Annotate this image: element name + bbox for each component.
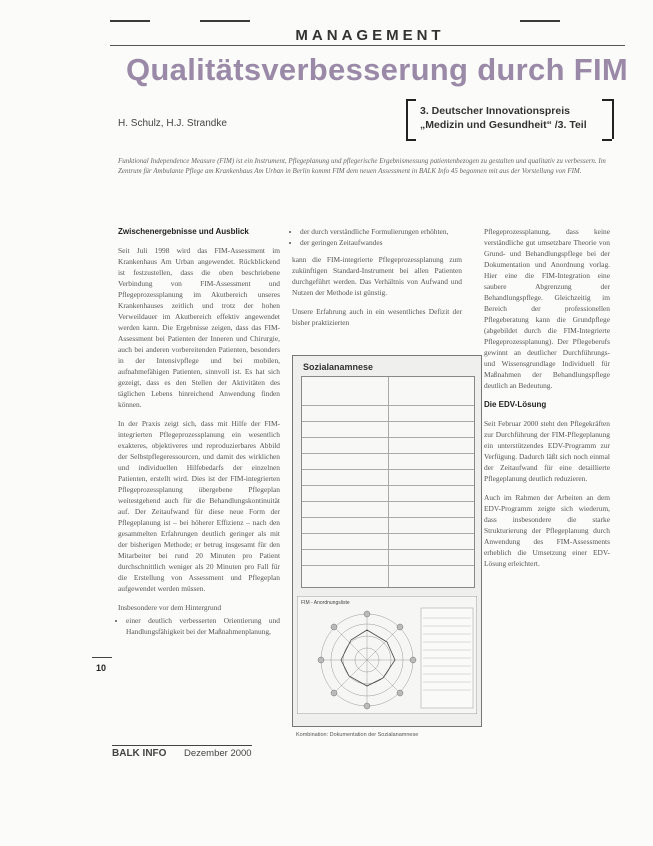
form-row: [302, 453, 474, 454]
form-divider: [388, 377, 389, 587]
page-number-rule: [92, 657, 112, 658]
footer-brand: BALK INFO: [112, 748, 167, 759]
col1-paragraph-2: In der Praxis zeigt sich, dass mit Hilfe der FIM-integrierten Pflegeprozessplanung ein wesentlich exakteres, objektiveres und reproduzierbares Abbild der Selbstpflegeressourcen, und damit des wirklichen und individuellen Hilfebedarfs der einzelnen Patienten, erstellt wird. Dies ist der FIM-integrierten Pflegeprozessplanung übergebene Pflegeplan weitestgehend auch für die Behandlungskontinuität auf. Der Zeitaufwand für diese neue Form der Pflegeplanung ist – bei höherer Effizienz – nach den gesammelten Erfahrungen deutlich geringer als mit der bisherigen Methode; er betrug insgesamt für den Mitarbeiter bei rund 20 Minuten pro Patient durchschnittlich weniger als 20 Minuten pro Fall für die Erstellung von Assessment und Pflegeplan aufgewendet werden müssen.: [118, 419, 280, 593]
header-rule-right: [520, 20, 560, 22]
col1-paragraph-1: Seit Juli 1998 wird das FIM-Assessment im Krankenhaus Am Urban angewendet. Rückblickend ist festzustellen, dass die oben beschriebene Verbindung von FIM-Assessment und Pflegeprozessplanung im Akutbereich unseres Krankenhauses zeitlich und trotz der hohen Verweildauer im Akutbereich effektiv angewendet werden kann. Die Ergebnisse zeigen, dass das FIM-Assessment bei Patienten der Inneren und Chirurgie, auch bei anderen vorbereitenden Patienten, besonders in der Intensivpflege und bei mobilen, aufnahmefähigen Patienten, sinnvoll ist. Es hat sich gezeigt, dass es den Stellen der Aktivitäten des täglichen Lebens hinreichend Anwendung finden können.: [118, 246, 280, 409]
footer-rule: [112, 745, 252, 746]
prize-line-2: „Medizin und Gesundheit“ /3. Teil: [420, 119, 587, 131]
column-1: [118, 226, 280, 645]
col3-paragraph-1: Pflegeprozessplanung, dass keine verständliche gut umsetzbare Theorie von Grund- und Behandlungspflege bei der Dokumentation und Anordnung vorlag. Hier eine die FIM-Integration eine saubere Abgrenzung der Behandlungspflege. Gleichzeitig im Bereich der professionellen Pflegeberatung kann die Grundpflege (abgebildet durch die FIM-Integrierte Pflegeprozessplanung). Der Pflegeberufs gewinnt an deutlicher Durchführungs- und Wissensgrundlage Individuell für Maßnahmen der Behandlungspflege deutlich an Bedeutung.: [484, 227, 610, 390]
form-row: [302, 405, 474, 406]
form-grid: [301, 376, 475, 588]
form-title: Sozialanamnese: [303, 362, 374, 372]
section-rule: [110, 45, 625, 46]
col2-paragraph-2: Unsere Erfahrung auch in ein wesentliches Defizit der bisher praktizierten: [292, 307, 462, 327]
header-rule-left: [110, 20, 150, 22]
bracket-bottom-left: [406, 139, 416, 141]
form-row: [302, 437, 474, 438]
prize-line-1: 3. Deutscher Innovationspreis: [420, 105, 570, 117]
col3-paragraph-2: Seit Februar 2000 steht den Pflegekräften zur Durchführung der FIM-Pflegeplanung ein unterstützendes EDV-Programm zur Verfügung. Dadurch läßt sich noch einmal der Zeitaufwand für eine detaillierte Pflegeplanung deutlich reduzieren.: [484, 419, 610, 483]
form-row: [302, 421, 474, 422]
col1-paragraph-3: Insbesondere vor dem Hintergrund: [118, 603, 222, 612]
footer-date: Dezember 2000: [184, 748, 252, 759]
section-label: MANAGEMENT: [295, 27, 445, 44]
figure-caption: Kombination: Dokumentation der Sozialanamnese: [296, 732, 419, 738]
fim-radar-diagram: [297, 596, 477, 714]
col1-heading: Zwischenergebnisse und Ausblick: [118, 227, 249, 236]
col2-bullet-1: • der durch verständliche Formulierungen erhöhten,: [300, 226, 462, 237]
radar-label: FIM - Anordnungsliste: [301, 600, 350, 606]
form-row: [302, 565, 474, 566]
prize-box: [420, 104, 587, 132]
form-row: [302, 501, 474, 502]
col2-bullet-2: • der geringen Zeitaufwandes: [300, 237, 462, 248]
form-row: [302, 549, 474, 550]
col3-paragraph-3: Auch im Rahmen der Arbeiten an dem EDV-Programm zeigte sich wiederum, dass insbesondere die starke Strukturierung der Pflegeplanung durch Anwendung des FIM-Assessments erheblich die Umsetzung einer EDV-Lösung erleichtert.: [484, 493, 610, 568]
header-rule-mid: [200, 20, 250, 22]
column-3: [484, 226, 610, 577]
article-title: Qualitätsverbesserung durch FIM: [126, 52, 628, 87]
col2-paragraph-1: kann die FIM-integrierte Pflegeprozessplanung zum zukünftigen Standard-Instrument bei allen Patienten durchgeführt werden. Das Verhältnis von Aufwand und Nutzen der Methode ist günstig.: [292, 255, 462, 297]
form-row: [302, 533, 474, 534]
figure-form: [292, 355, 482, 727]
authors: H. Schulz, H.J. Strandke: [118, 118, 227, 129]
form-row: [302, 469, 474, 470]
form-row: [302, 517, 474, 518]
form-row: [302, 485, 474, 486]
col3-heading: Die EDV-Lösung: [484, 400, 547, 409]
footer: [112, 748, 452, 760]
col1-bullet-1: • einer deutlich verbesserten Orientierung und Handlungsfähigkeit bei der Maßnahmenplanung,: [126, 615, 280, 637]
abstract: Funktional Independence Measure (FIM) ist ein Instrument, Pflegeplanung und pflegerische Ergebnismessung patientenbezogen zu gestalten und qualitativ zu verbessern. Im Zentrum für Ambulante Pflege am Krankenhaus Am Urban in Berlin kommt FIM dem neuen Assessment in BALK Info 45 begonnen mit aus der Vorstellung von FIM.: [118, 157, 606, 175]
column-2: [292, 226, 462, 336]
page-number: 10: [96, 663, 107, 673]
bracket-bottom-right: [602, 139, 612, 141]
